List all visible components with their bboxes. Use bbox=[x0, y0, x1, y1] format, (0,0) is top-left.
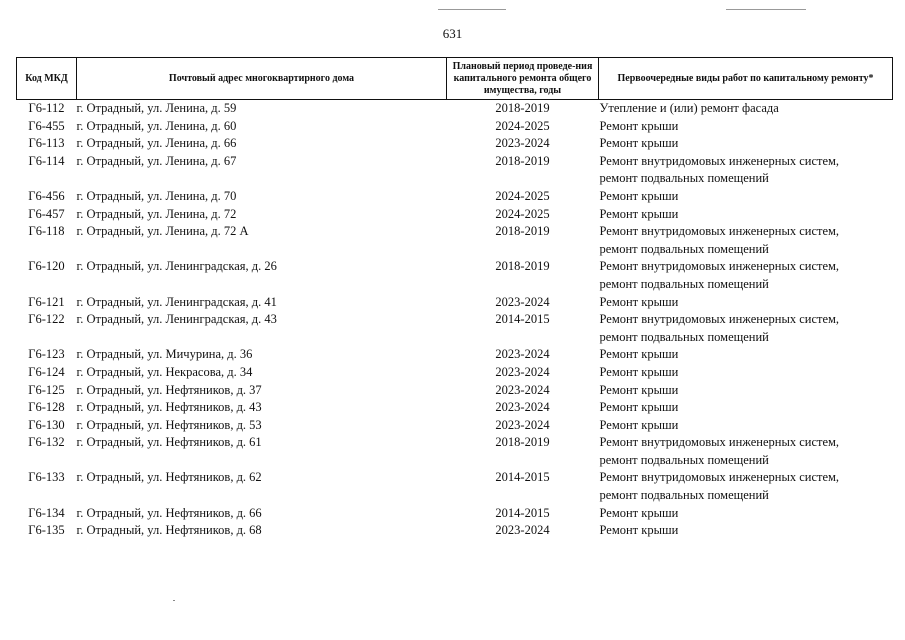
cell-works bbox=[599, 258, 893, 293]
table-row bbox=[17, 294, 893, 312]
works-line: Ремонт крыши bbox=[599, 382, 679, 397]
cell-period: 2023-2024 bbox=[495, 382, 550, 397]
cell-period: 2018-2019 bbox=[495, 101, 550, 115]
header-rule-right bbox=[726, 9, 806, 10]
repair-schedule-table bbox=[16, 57, 893, 540]
cell-address: г. Отрадный, ул. Ленина, д. 59 bbox=[76, 101, 237, 115]
table-header-row bbox=[17, 58, 893, 100]
works-line: Ремонт крыши bbox=[599, 188, 679, 203]
cell-address: г. Отрадный, ул. Нефтяников, д. 43 bbox=[76, 400, 262, 415]
cell-works bbox=[599, 294, 893, 312]
table-row bbox=[17, 188, 893, 206]
cell-address: г. Отрадный, ул. Ленина, д. 72 А bbox=[76, 224, 249, 239]
works-line: ремонт подвальных помещений bbox=[599, 241, 769, 256]
cell-works bbox=[599, 522, 893, 540]
works-line: Ремонт крыши bbox=[599, 206, 679, 221]
cell-period: 2023-2024 bbox=[495, 417, 550, 432]
cell-works bbox=[599, 223, 893, 258]
cell-address: г. Отрадный, ул. Мичурина, д. 36 bbox=[76, 347, 253, 362]
works-line: Ремонт внутридомовых инженерных систем, bbox=[599, 312, 840, 327]
table-row bbox=[17, 469, 893, 504]
table-row bbox=[17, 258, 893, 293]
works-line: Ремонт крыши bbox=[599, 347, 679, 362]
works-line: ремонт подвальных помещений bbox=[599, 488, 769, 503]
column-header-code: Код МКД bbox=[17, 58, 77, 100]
cell-period: 2018-2019 bbox=[495, 259, 550, 274]
cell-works bbox=[599, 505, 893, 523]
cell-code: Г6-112 bbox=[28, 101, 65, 115]
cell-address: г. Отрадный, ул. Ленина, д. 72 bbox=[76, 206, 237, 221]
cell-works bbox=[599, 417, 893, 435]
table-row bbox=[17, 399, 893, 417]
cell-works bbox=[599, 206, 893, 224]
cell-period: 2023-2024 bbox=[495, 136, 550, 151]
works-line: Ремонт внутридомовых инженерных систем, bbox=[599, 153, 840, 168]
cell-address: г. Отрадный, ул. Ленина, д. 60 bbox=[76, 118, 237, 133]
cell-period: 2023-2024 bbox=[495, 364, 550, 379]
cell-code: Г6-118 bbox=[28, 224, 65, 239]
works-line: ремонт подвальных помещений bbox=[599, 276, 769, 291]
cell-period: 2024-2025 bbox=[495, 188, 550, 203]
page-number: 631 bbox=[442, 26, 463, 41]
cell-period: 2023-2024 bbox=[495, 400, 550, 415]
cell-period: 2024-2025 bbox=[495, 206, 550, 221]
cell-period: 2023-2024 bbox=[495, 294, 550, 309]
table-row bbox=[17, 522, 893, 540]
column-header-works: Первоочередные виды работ по капитальному ремонту* bbox=[599, 58, 893, 100]
cell-code: Г6-114 bbox=[28, 153, 65, 168]
cell-works bbox=[599, 153, 893, 188]
cell-address: г. Отрадный, ул. Нефтяников, д. 37 bbox=[76, 382, 262, 397]
cell-works bbox=[599, 469, 893, 504]
works-line: Ремонт крыши bbox=[599, 294, 679, 309]
cell-works bbox=[599, 364, 893, 382]
cell-period: 2023-2024 bbox=[495, 523, 550, 538]
cell-address: г. Отрадный, ул. Некрасова, д. 34 bbox=[76, 364, 253, 379]
scan-speck bbox=[173, 600, 175, 601]
works-line: Ремонт крыши bbox=[599, 364, 679, 379]
works-line: Ремонт крыши bbox=[599, 417, 679, 432]
table-row bbox=[17, 364, 893, 382]
cell-address: г. Отрадный, ул. Ленина, д. 66 bbox=[76, 136, 237, 151]
cell-address: г. Отрадный, ул. Ленина, д. 70 bbox=[76, 188, 237, 203]
works-line: Ремонт внутридомовых инженерных систем, bbox=[599, 470, 840, 485]
cell-period: 2024-2025 bbox=[495, 118, 550, 133]
cell-code: Г6-455 bbox=[28, 118, 65, 133]
cell-code: Г6-456 bbox=[28, 188, 65, 203]
table-row bbox=[17, 206, 893, 224]
works-line: ремонт подвальных помещений bbox=[599, 171, 769, 186]
cell-period: 2014-2015 bbox=[495, 312, 550, 327]
table-row bbox=[17, 434, 893, 469]
cell-code: Г6-113 bbox=[28, 136, 65, 151]
cell-code: Г6-134 bbox=[28, 505, 65, 520]
cell-address: г. Отрадный, ул. Ленина, д. 67 bbox=[76, 153, 237, 168]
cell-works bbox=[599, 188, 893, 206]
cell-period: 2018-2019 bbox=[495, 435, 550, 450]
works-line: Ремонт крыши bbox=[599, 523, 679, 538]
cell-period: 2018-2019 bbox=[495, 224, 550, 239]
cell-address: г. Отрадный, ул. Ленинградская, д. 43 bbox=[76, 312, 277, 327]
column-header-period: Плановый период проведе-ния капитального ремонта общего имущества, годы bbox=[447, 58, 599, 100]
table-row bbox=[17, 382, 893, 400]
table-row bbox=[17, 153, 893, 188]
table-row bbox=[17, 118, 893, 136]
cell-code: Г6-133 bbox=[28, 470, 65, 485]
column-header-address: Почтовый адрес многоквартирного дома bbox=[77, 58, 447, 100]
cell-works bbox=[599, 135, 893, 153]
cell-works bbox=[599, 118, 893, 136]
cell-code: Г6-120 bbox=[28, 259, 65, 274]
works-line: Ремонт крыши bbox=[599, 505, 679, 520]
cell-code: Г6-132 bbox=[28, 435, 65, 450]
table-row bbox=[17, 223, 893, 258]
cell-address: г. Отрадный, ул. Нефтяников, д. 68 bbox=[76, 523, 262, 538]
cell-code: Г6-135 bbox=[28, 523, 65, 538]
table-row bbox=[17, 311, 893, 346]
cell-code: Г6-122 bbox=[28, 312, 65, 327]
cell-code: Г6-128 bbox=[28, 400, 65, 415]
works-line: Ремонт внутридомовых инженерных систем, bbox=[599, 259, 840, 274]
cell-code: Г6-457 bbox=[28, 206, 65, 221]
cell-works bbox=[599, 346, 893, 364]
cell-address: г. Отрадный, ул. Нефтяников, д. 66 bbox=[76, 505, 262, 520]
cell-works bbox=[599, 399, 893, 417]
cell-period: 2023-2024 bbox=[495, 347, 550, 362]
works-line: Ремонт внутридомовых инженерных систем, bbox=[599, 224, 840, 239]
cell-address: г. Отрадный, ул. Ленинградская, д. 26 bbox=[76, 259, 277, 274]
cell-works bbox=[599, 382, 893, 400]
cell-code: Г6-124 bbox=[28, 364, 65, 379]
cell-address: г. Отрадный, ул. Нефтяников, д. 62 bbox=[76, 470, 262, 485]
works-line: ремонт подвальных помещений bbox=[599, 452, 769, 467]
header-rule-left bbox=[438, 9, 506, 10]
works-line: Ремонт крыши bbox=[599, 136, 679, 151]
table-row bbox=[17, 505, 893, 523]
cell-address: г. Отрадный, ул. Нефтяников, д. 61 bbox=[76, 435, 262, 450]
cell-period: 2014-2015 bbox=[495, 505, 550, 520]
table-row bbox=[17, 417, 893, 435]
cell-code: Г6-130 bbox=[28, 417, 65, 432]
cell-address: г. Отрадный, ул. Нефтяников, д. 53 bbox=[76, 417, 262, 432]
works-line: ремонт подвальных помещений bbox=[599, 329, 769, 344]
cell-address: г. Отрадный, ул. Ленинградская, д. 41 bbox=[76, 294, 277, 309]
table-row bbox=[17, 135, 893, 153]
table-row bbox=[17, 346, 893, 364]
cell-code: Г6-121 bbox=[28, 294, 65, 309]
cell-code: Г6-123 bbox=[28, 347, 65, 362]
cell-period: 2018-2019 bbox=[495, 153, 550, 168]
works-line: Ремонт внутридомовых инженерных систем, bbox=[599, 435, 840, 450]
works-line: Ремонт крыши bbox=[599, 400, 679, 415]
cell-works bbox=[599, 434, 893, 469]
works-line: Ремонт крыши bbox=[599, 118, 679, 133]
cell-period: 2014-2015 bbox=[495, 470, 550, 485]
table-body bbox=[17, 100, 893, 540]
cell-code: Г6-125 bbox=[28, 382, 65, 397]
cell-works bbox=[599, 311, 893, 346]
table-row bbox=[17, 100, 893, 118]
cell-works bbox=[599, 100, 893, 118]
works-line: Утепление и (или) ремонт фасада bbox=[599, 101, 779, 115]
